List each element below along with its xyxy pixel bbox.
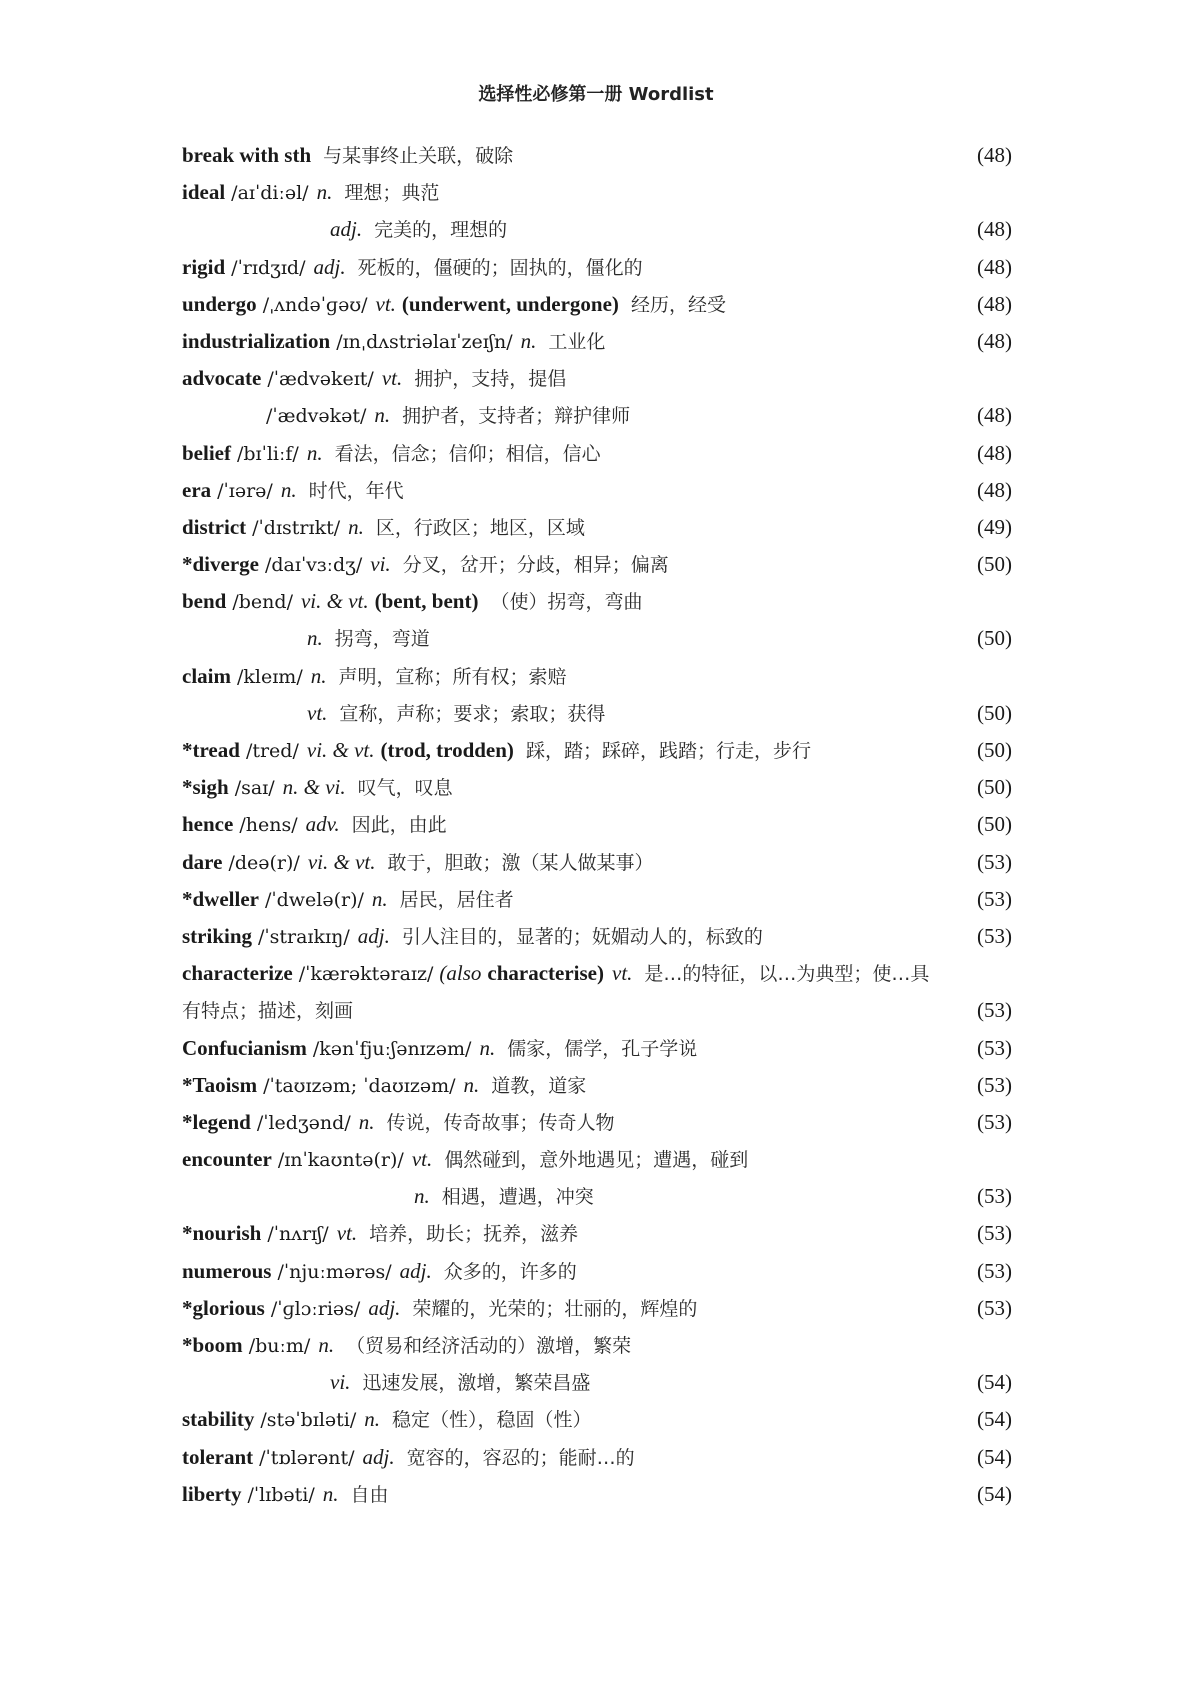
- definition: 偶然碰到，意外地遇见；遭遇，碰到: [444, 1149, 749, 1172]
- part-of-speech: adj.: [368, 1295, 401, 1320]
- entry-content: [182, 1070, 586, 1101]
- page-reference: (54): [977, 1481, 1012, 1506]
- definition: 看法，信念；信仰；相信，信心: [334, 442, 601, 465]
- phonetic: /ˈædvəkət/: [266, 405, 367, 428]
- page-reference: (48): [977, 440, 1012, 465]
- definition: 荣耀的，光荣的；壮丽的，辉煌的: [412, 1297, 698, 1320]
- entry-content: [182, 1479, 389, 1510]
- phonetic: /ˈtɒlərənt/: [259, 1446, 355, 1469]
- phonetic: /ˈnʌrɪʃ/: [267, 1223, 329, 1246]
- phonetic: /ɪnˈkaʊntə(r)/: [277, 1149, 404, 1172]
- entry-content: [182, 475, 404, 506]
- entry-content: [266, 400, 630, 431]
- headword: ideal: [182, 180, 226, 205]
- definition: 死板的，僵硬的；固执的，僵化的: [357, 256, 643, 279]
- list-item: [182, 1033, 1012, 1070]
- entry-content: [182, 1033, 697, 1064]
- list-item: [182, 847, 1012, 884]
- definition: 分叉，岔开；分歧，相异；偏离: [402, 554, 669, 577]
- definition: 有特点；描述，刻画: [182, 1000, 354, 1023]
- entry-content: [182, 921, 763, 952]
- part-of-speech: adj.: [313, 254, 346, 279]
- headword: rigid: [182, 254, 226, 279]
- phonetic: /ˈdɪstrɪkt/: [252, 516, 341, 539]
- phonetic: /ˈɪərə/: [217, 479, 273, 502]
- headword: era: [182, 477, 212, 502]
- phonetic: /bend/: [232, 591, 293, 614]
- entry-content: [182, 995, 353, 1026]
- part-of-speech: n.: [358, 1109, 375, 1134]
- headword: tolerant: [182, 1444, 254, 1469]
- definition: 自由: [350, 1483, 389, 1506]
- part-of-speech: adv.: [305, 812, 340, 837]
- definition: 经历，经受: [630, 293, 726, 316]
- page-reference: (50): [977, 812, 1012, 837]
- definition: 相遇，遭遇，冲突: [441, 1186, 594, 1209]
- headword: encounter: [182, 1147, 272, 1172]
- phonetic: /buːm/: [248, 1335, 311, 1357]
- phonetic: /ˈstraɪkɪŋ/: [258, 925, 350, 948]
- page-reference: (48): [977, 254, 1012, 279]
- headword: *nourish: [182, 1221, 262, 1246]
- page-reference: (50): [977, 626, 1012, 651]
- entry-content: [330, 214, 507, 245]
- part-of-speech: n.: [318, 1333, 335, 1357]
- page-reference: (53): [977, 1109, 1012, 1134]
- headword: *tread: [182, 738, 240, 762]
- page-reference: (50): [977, 700, 1012, 725]
- page-reference: (54): [977, 1444, 1012, 1469]
- definition: 道教，道家: [491, 1074, 587, 1097]
- list-item: [182, 698, 1012, 735]
- entry-content: [182, 1293, 697, 1324]
- part-of-speech: adj.: [399, 1258, 432, 1283]
- list-item: [182, 884, 1012, 921]
- entry-content: [307, 623, 430, 654]
- part-of-speech: n.: [310, 663, 327, 688]
- page-reference: (48): [977, 217, 1012, 242]
- list-item: [182, 809, 1012, 846]
- entry-content: [182, 772, 453, 803]
- definition: 稳定（性），稳固（性）: [392, 1409, 592, 1432]
- definition: 叹气，叹息: [357, 777, 453, 800]
- phonetic: /saɪ/: [234, 777, 275, 800]
- phonetic: /ˌʌndəˈɡəʊ/: [262, 293, 368, 316]
- part-of-speech: vi.: [330, 1370, 351, 1395]
- list-item: [182, 958, 1012, 995]
- definition: 因此，由此: [351, 814, 447, 837]
- entry-content: [182, 1144, 748, 1175]
- definition: 传说，传奇故事；传奇人物: [386, 1111, 615, 1134]
- entry-content: [182, 549, 669, 580]
- page-reference: (53): [977, 1258, 1012, 1283]
- headword: break with sth: [182, 143, 312, 167]
- part-of-speech: n.: [306, 440, 323, 465]
- entry-content: [182, 661, 566, 692]
- definition: 与某事终止关联，破除: [323, 145, 514, 167]
- entry-content: [182, 958, 929, 989]
- headword: district: [182, 514, 247, 539]
- page-reference: (53): [977, 1035, 1012, 1060]
- part-of-speech: adj.: [357, 923, 390, 948]
- page-reference: (48): [977, 291, 1012, 316]
- headword: *legend: [182, 1109, 251, 1134]
- list-item: [182, 921, 1012, 958]
- phonetic: /tred/: [245, 740, 299, 762]
- list-item: [182, 995, 1012, 1032]
- definition: 拐弯，弯道: [334, 628, 430, 651]
- phonetic: /ˈædvəkeɪt/: [267, 368, 374, 391]
- list-item: [182, 1404, 1012, 1441]
- definition: 拥护，支持，提倡: [414, 368, 567, 391]
- page-reference: (53): [977, 849, 1012, 874]
- headword: hence: [182, 812, 234, 837]
- definition: 拥护者，支持者；辩护律师: [402, 405, 631, 428]
- headword: undergo: [182, 291, 257, 316]
- headword: bend: [182, 589, 227, 614]
- headword: characterize: [182, 961, 293, 986]
- headword: *sigh: [182, 775, 229, 800]
- part-of-speech: n.: [316, 180, 333, 205]
- part-of-speech: vt.: [411, 1147, 433, 1172]
- definition: 众多的，许多的: [443, 1260, 577, 1283]
- page-reference: (53): [977, 923, 1012, 948]
- phonetic: /ˈɡlɔːriəs/: [270, 1297, 361, 1320]
- list-item: [182, 1070, 1012, 1107]
- definition: 儒家，儒学，孔子学说: [507, 1037, 698, 1060]
- definition: 工业化: [548, 330, 606, 353]
- part-of-speech: n.: [307, 626, 323, 651]
- headword: advocate: [182, 366, 262, 391]
- part-of-speech: n.: [463, 1072, 480, 1097]
- page-reference: (48): [977, 477, 1012, 502]
- list-item: [182, 512, 1012, 549]
- definition: 完美的，理想的: [374, 219, 508, 242]
- part-of-speech: vt.: [375, 291, 396, 316]
- list-item: [182, 549, 1012, 586]
- definition: 居民，居住者: [399, 888, 514, 911]
- entry-content: [182, 847, 654, 878]
- part-of-speech: adj.: [330, 217, 363, 242]
- phonetic: /ˈkærəktəraɪz/: [298, 963, 434, 986]
- part-of-speech: vt.: [612, 961, 633, 986]
- list-item: [182, 438, 1012, 475]
- page-reference: (53): [977, 1184, 1012, 1209]
- entry-content: [182, 177, 439, 208]
- headword: claim: [182, 663, 231, 688]
- entry-content: [182, 1404, 592, 1435]
- definition: （贸易和经济活动的）激增，繁荣: [346, 1335, 632, 1357]
- wordlist: [182, 140, 1012, 1516]
- headword: numerous: [182, 1258, 272, 1283]
- part-of-speech: n.: [374, 403, 391, 428]
- phonetic: /kənˈfjuːʃənɪzəm/: [312, 1037, 472, 1060]
- list-item: [182, 177, 1012, 214]
- part-of-speech: vi. & vt.: [307, 849, 376, 874]
- page-reference: (48): [977, 328, 1012, 353]
- part-of-speech: n.: [280, 477, 297, 502]
- part-of-speech: n.: [322, 1481, 339, 1506]
- part-of-speech: vt.: [307, 700, 328, 725]
- headword: *diverge: [182, 552, 259, 577]
- entry-content: [182, 140, 513, 171]
- list-item: [182, 1293, 1012, 1330]
- list-item: [182, 140, 1012, 177]
- definition: 培养，助长；抚养，滋养: [369, 1223, 579, 1246]
- definition: 理想；典范: [344, 182, 440, 205]
- entry-content: [414, 1181, 594, 1212]
- part-of-speech: vt.: [336, 1221, 358, 1246]
- entry-content: [330, 1367, 590, 1398]
- definition: 踩，踏；踩碎，践踏；行走，步行: [525, 740, 811, 762]
- list-item: [182, 1479, 1012, 1516]
- headword: Confucianism: [182, 1035, 307, 1060]
- entry-content: [307, 698, 605, 729]
- definition: 区，行政区；地区，区域: [375, 516, 585, 539]
- entry-content: [182, 289, 726, 320]
- part-of-speech: n. & vi.: [282, 775, 346, 800]
- page-reference: (48): [977, 143, 1012, 167]
- page-reference: (50): [977, 738, 1012, 762]
- phonetic: /stəˈbɪləti/: [260, 1409, 357, 1432]
- definition: 敢于，胆敢；激（某人做某事）: [387, 851, 654, 874]
- page-reference: (53): [977, 1072, 1012, 1097]
- page-reference: (53): [977, 998, 1012, 1023]
- page-reference: (50): [977, 552, 1012, 577]
- list-item: [182, 1181, 1012, 1218]
- phonetic: /aɪˈdiːəl/: [231, 182, 309, 205]
- headword: stability: [182, 1407, 255, 1432]
- entry-content: [182, 363, 566, 394]
- headword: belief: [182, 440, 231, 465]
- list-item: [182, 1442, 1012, 1479]
- list-item: [182, 586, 1012, 623]
- phonetic: /bɪˈliːf/: [236, 442, 299, 465]
- entry-content: [182, 1256, 577, 1287]
- entry-content: [182, 1218, 578, 1249]
- part-of-speech: adj.: [362, 1444, 395, 1469]
- list-item: [182, 326, 1012, 363]
- part-of-speech: vi. & vt.: [300, 589, 369, 614]
- headword: dare: [182, 849, 223, 874]
- inflection: (underwent, undergone): [401, 291, 619, 316]
- headword: *Taoism: [182, 1072, 258, 1097]
- list-item: [182, 1256, 1012, 1293]
- headword: *boom: [182, 1333, 243, 1357]
- list-item: [182, 1367, 1012, 1404]
- page-reference: (53): [977, 886, 1012, 911]
- definition: 是…的特征，以…为典型；使…具: [644, 963, 930, 986]
- phonetic: /ˈtaʊɪzəm; ˈdaʊɪzəm/: [263, 1074, 456, 1097]
- definition: 声明，宣称；所有权；索赔: [338, 665, 567, 688]
- part-of-speech: vi. & vt.: [306, 738, 375, 762]
- list-item: [182, 475, 1012, 512]
- page-reference: (54): [977, 1407, 1012, 1432]
- entry-content: [182, 884, 514, 915]
- list-item: [182, 623, 1012, 660]
- inflection: characterise): [487, 961, 604, 986]
- list-item: [182, 1330, 1012, 1367]
- page-reference: (54): [977, 1370, 1012, 1395]
- page-reference: (53): [977, 1221, 1012, 1246]
- phonetic: /ˈlɪbəti/: [247, 1483, 315, 1506]
- list-item: [182, 252, 1012, 289]
- note: (also: [439, 961, 482, 986]
- entry-content: [182, 586, 642, 617]
- phonetic: /daɪˈvɜːdʒ/: [264, 554, 363, 577]
- definition: 宣称，声称；要求；索取；获得: [339, 702, 606, 725]
- page-reference: (48): [977, 403, 1012, 428]
- entry-content: [182, 1107, 615, 1138]
- phonetic: /hens/: [239, 814, 298, 837]
- inflection: (trod, trodden): [380, 738, 514, 762]
- entry-content: [182, 438, 601, 469]
- phonetic: /ˈdwelə(r)/: [264, 888, 364, 911]
- headword: striking: [182, 923, 253, 948]
- entry-content: [182, 252, 643, 283]
- definition: 引人注目的，显著的；妩媚动人的，标致的: [401, 925, 763, 948]
- list-item: [182, 735, 1012, 772]
- phonetic: /deə(r)/: [228, 851, 300, 874]
- entry-content: [182, 809, 447, 840]
- list-item: [182, 661, 1012, 698]
- phonetic: /kleɪm/: [236, 665, 303, 688]
- page-reference: (49): [977, 514, 1012, 539]
- list-item: [182, 363, 1012, 400]
- list-item: [182, 400, 1012, 437]
- headword: industrialization: [182, 328, 331, 353]
- part-of-speech: n.: [479, 1035, 496, 1060]
- definition: 宽容的，容忍的；能耐…的: [406, 1446, 635, 1469]
- definition: 迅速发展，激增，繁荣昌盛: [362, 1372, 591, 1395]
- list-item: [182, 289, 1012, 326]
- list-item: [182, 772, 1012, 809]
- definition: （使）拐弯，弯曲: [490, 591, 643, 614]
- phonetic: /ˈrɪdʒɪd/: [231, 256, 306, 279]
- phonetic: /ˈledʒənd/: [256, 1111, 351, 1134]
- phonetic: /ˈnjuːmərəs/: [277, 1260, 392, 1283]
- part-of-speech: n.: [520, 328, 537, 353]
- phonetic: /ɪnˌdʌstriəlaɪˈzeɪʃn/: [336, 330, 513, 353]
- page-title: 选择性必修第一册 Wordlist: [478, 84, 714, 105]
- entry-content: [182, 1330, 631, 1361]
- page-reference: (53): [977, 1295, 1012, 1320]
- list-item: [182, 1107, 1012, 1144]
- list-item: [182, 1218, 1012, 1255]
- part-of-speech: vi.: [370, 552, 391, 577]
- headword: *dweller: [182, 886, 259, 911]
- list-item: [182, 1144, 1012, 1181]
- entry-content: [182, 735, 811, 766]
- part-of-speech: n.: [348, 514, 364, 539]
- entry-content: [182, 512, 585, 543]
- page-reference: (50): [977, 775, 1012, 800]
- entry-content: [182, 326, 605, 357]
- headword: liberty: [182, 1481, 242, 1506]
- list-item: [182, 214, 1012, 251]
- inflection: (bent, bent): [374, 589, 479, 614]
- entry-content: [182, 1442, 635, 1473]
- headword: *glorious: [182, 1295, 265, 1320]
- definition: 时代，年代: [308, 479, 404, 502]
- part-of-speech: vt.: [381, 366, 403, 391]
- part-of-speech: n.: [414, 1184, 430, 1209]
- part-of-speech: n.: [364, 1407, 381, 1432]
- part-of-speech: n.: [371, 886, 388, 911]
